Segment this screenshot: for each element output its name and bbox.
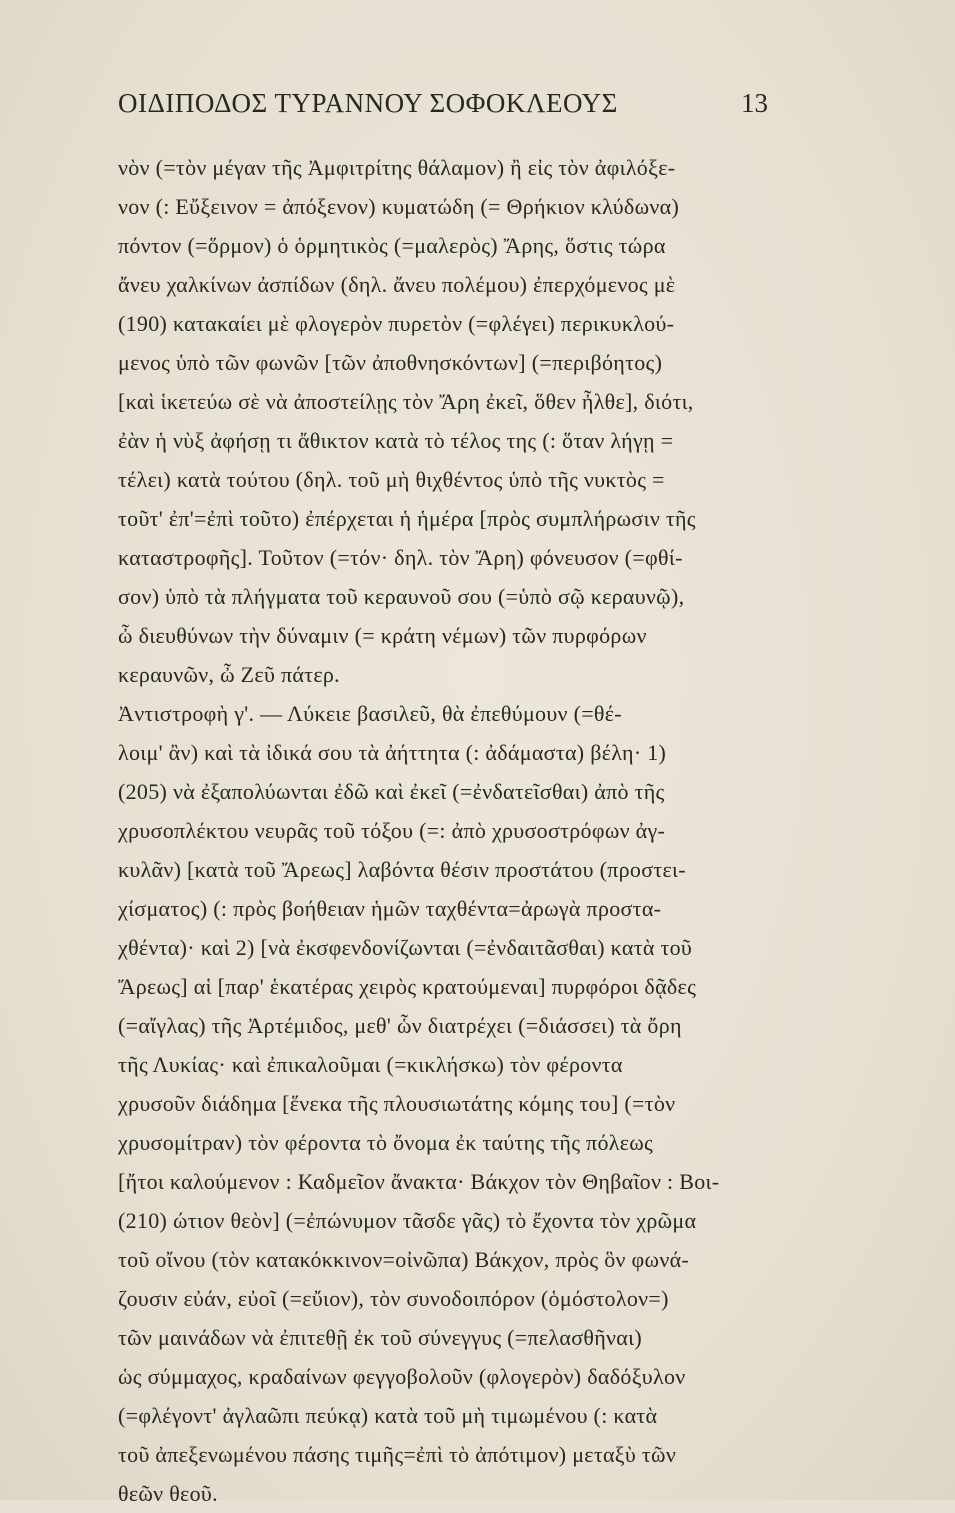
text-line: Ἄρεως] αἱ [παρ' ἑκατέρας χειρὸς κρατούμεναι] πυρφόροι δᾷδες bbox=[118, 974, 697, 999]
text-line: νὸν (=τὸν μέγαν τῆς Ἀμφιτρίτης θάλαμον) ἢ εἰς τὸν ἀφιλόξε- bbox=[118, 155, 676, 180]
text-line: κεραυνῶν, ὦ Ζεῦ πάτερ. bbox=[118, 662, 340, 687]
running-title: ΟΙΔΙΠΟΔΟΣ ΤΥΡΑΝΝΟΥ ΣΟΦΟΚΛΕΟΥΣ bbox=[118, 88, 618, 118]
text-line: κυλᾶν) [κατὰ τοῦ Ἄρεως] λαβόντα θέσιν προστάτου (προστει- bbox=[118, 857, 686, 882]
text-line: τέλει) κατὰ τούτου (δηλ. τοῦ μὴ θιχθέντος ὑπὸ τῆς νυκτὸς = bbox=[118, 467, 665, 492]
text-line: (205) νὰ ἐξαπολύωνται ἐδῶ καὶ ἐκεῖ (=ἐνδατεῖσθαι) ἀπὸ τῆς bbox=[118, 779, 665, 804]
text-line: τοῦ οἴνου (τὸν κατακόκκινον=οἰνῶπα) Βάκχον, πρὸς ὃν φωνά- bbox=[118, 1247, 690, 1272]
text-line: (=αἴγλας) τῆς Ἀρτέμιδος, μεθ' ὧν διατρέχει (=διάσσει) τὰ ὄρη bbox=[118, 1013, 682, 1038]
text-line: μενος ὑπὸ τῶν φωνῶν [τῶν ἀποθνησκόντων] (=περιβόητος) bbox=[118, 350, 663, 375]
text-line: τῶν μαινάδων νὰ ἐπιτεθῇ ἐκ τοῦ σύνεγγυς (=πελασθῆναι) bbox=[118, 1325, 642, 1350]
page-header bbox=[118, 88, 768, 128]
text-line: ὡς σύμμαχος, κραδαίνων φεγγοβολοῦν (φλογερὸν) δαδόξυλον bbox=[118, 1364, 686, 1389]
text-line: Ἀντιστροφὴ γ'. — Λύκειε βασιλεῦ, θὰ ἐπεθύμουν (=θέ- bbox=[118, 701, 622, 726]
text-line: ζουσιν εὐάν, εὐοῖ (=εὔιον), τὸν συνοδοιπόρον (ὁμόστολον=) bbox=[118, 1286, 669, 1311]
text-line: ὦ διευθύνων τὴν δύναμιν (= κράτη νέμων) τῶν πυρφόρων bbox=[118, 623, 647, 648]
text-line: χρυσοῦν διάδημα [ἕνεκα τῆς πλουσιωτάτης κόμης του] (=τὸν bbox=[118, 1091, 676, 1116]
text-line: τοῦ ἀπεξενωμένου πάσης τιμῆς=ἐπὶ τὸ ἀπότιμον) μεταξὺ τῶν bbox=[118, 1442, 677, 1467]
text-line: τῆς Λυκίας· καὶ ἐπικαλοῦμαι (=κικλήσκω) τὸν φέροντα bbox=[118, 1052, 623, 1077]
text-line: [καὶ ἱκετεύω σὲ νὰ ἀποστείλῃς τὸν Ἄρη ἐκεῖ, ὅθεν ἦλθε], διότι, bbox=[118, 389, 694, 414]
text-line: καταστροφῆς]. Τοῦτον (=τόν· δηλ. τὸν Ἄρη) φόνευσον (=φθί- bbox=[118, 545, 683, 570]
text-line: ἄνευ χαλκίνων ἀσπίδων (δηλ. ἄνευ πολέμου) ἐπερχόμενος μὲ bbox=[118, 272, 676, 297]
text-line: (=φλέγοντ' ἀγλαῶπι πεύκᾳ) κατὰ τοῦ μὴ τιμωμένου (: κατὰ bbox=[118, 1403, 658, 1428]
text-line: χθέντα)· καὶ 2) [νὰ ἐκσφενδονίζωνται (=ἐνδαιτᾶσθαι) κατὰ τοῦ bbox=[118, 935, 693, 960]
text-line: πόντον (=ὅρμον) ὁ ὁρμητικὸς (=μαλερὸς) Ἄρης, ὅστις τώρα bbox=[118, 233, 666, 258]
text-line: (210) ώτιον θεὸν] (=ἐπώνυμον τᾶσδε γᾶς) τὸ ἔχοντα τὸν χρῶμα bbox=[118, 1208, 697, 1233]
text-line: χίσματος) (: πρὸς βοήθειαν ἡμῶν ταχθέντα=ἀρωγὰ προστα- bbox=[118, 896, 662, 921]
text-line: σον) ὑπὸ τὰ πλήγματα τοῦ κεραυνοῦ σου (=ὑπὸ σῷ κεραυνῷ), bbox=[118, 584, 685, 609]
text-line: τοῦτ' ἐπ'=ἐπὶ τοῦτο) ἐπέρχεται ἡ ἡμέρα [πρὸς συμπλήρωσιν τῆς bbox=[118, 506, 696, 531]
text-line: ἐὰν ἡ νὺξ ἀφήσῃ τι ἄθικτον κατὰ τὸ τέλος της (: ὅταν λήγῃ = bbox=[118, 428, 674, 453]
text-line: χρυσοπλέκτου νευρᾶς τοῦ τόξου (=: ἀπὸ χρυσοστρόφων ἀγ- bbox=[118, 818, 666, 843]
text-line: χρυσομίτραν) τὸν φέροντα τὸ ὄνομα ἐκ ταύτης τῆς πόλεως bbox=[118, 1130, 654, 1155]
page-number: 13 bbox=[741, 88, 768, 118]
text-line: νον (: Εὔξεινον = ἀπόξενον) κυματώδη (= Θρήκιον κλύδωνα) bbox=[118, 194, 680, 219]
text-line: [ἤτοι καλούμενον : Καδμεῖον ἄνακτα· Βάκχον τὸν Θηβαῖον : Βοι- bbox=[118, 1169, 720, 1194]
text-line: (190) κατακαίει μὲ φλογερὸν πυρετὸν (=φλέγει) περικυκλού- bbox=[118, 311, 675, 336]
commentary-text bbox=[118, 148, 798, 1513]
text-line: λοιμ' ἂν) καὶ τὰ ἰδικά σου τὰ ἀήττητα (: ἀδάμαστα) βέλη· 1) bbox=[118, 740, 667, 765]
text-line: θεῶν θεοῦ. bbox=[118, 1481, 218, 1506]
